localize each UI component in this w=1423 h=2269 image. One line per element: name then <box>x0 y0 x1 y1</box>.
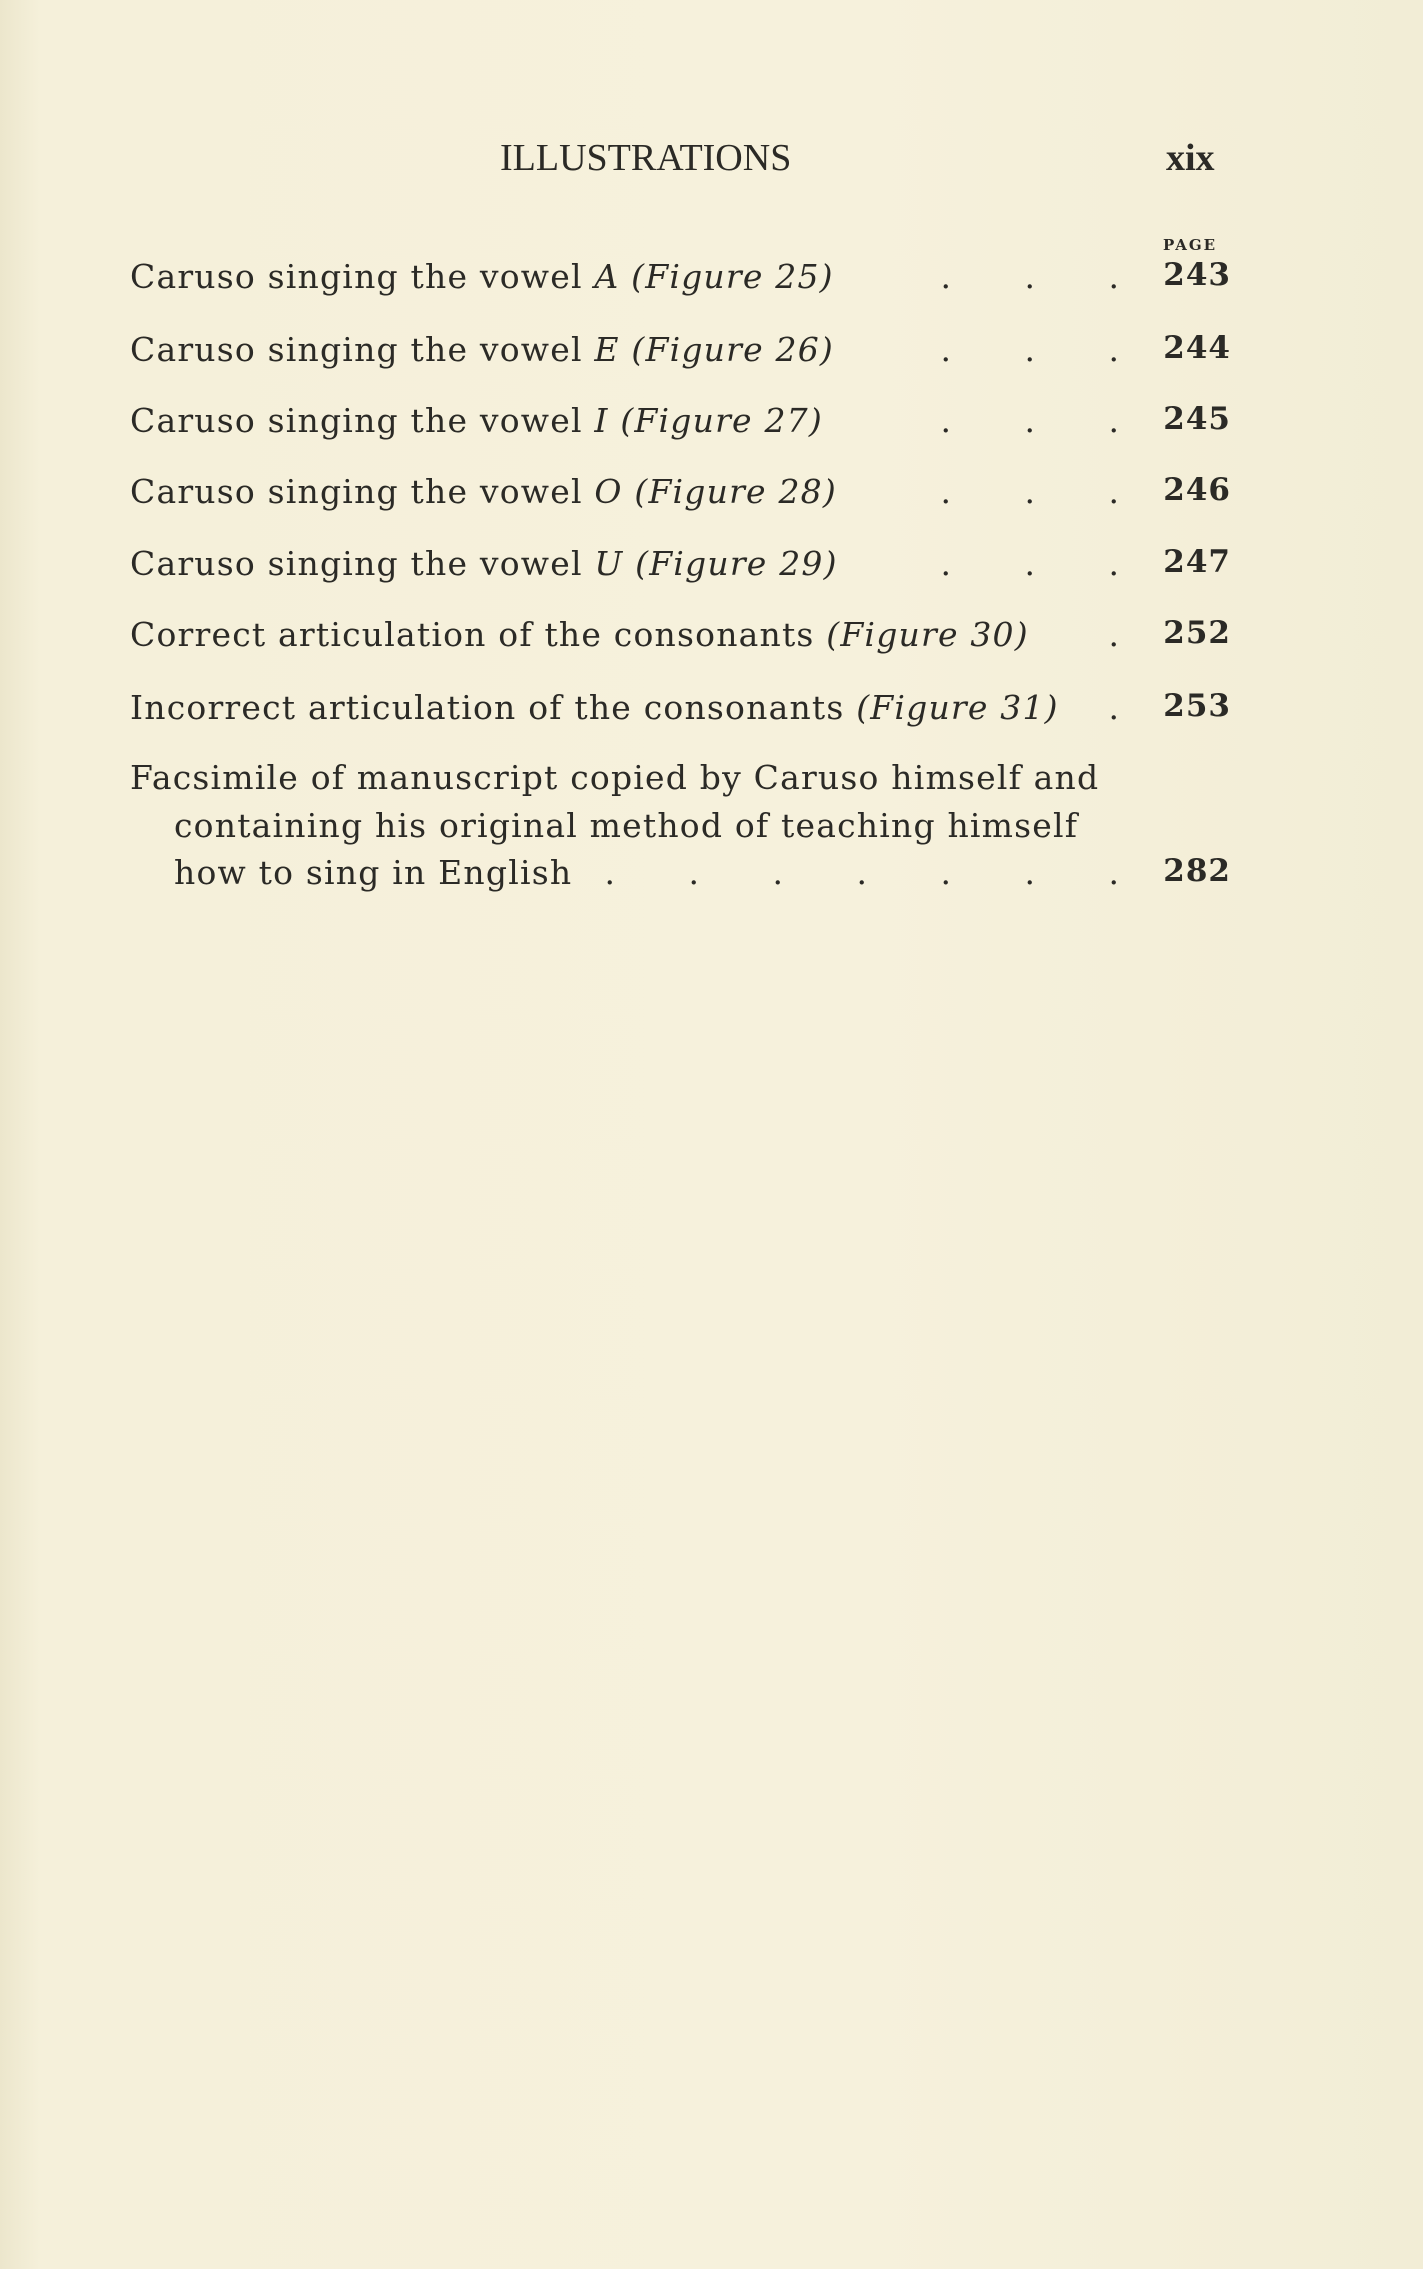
page-number: xix <box>1166 137 1215 179</box>
entry-page: 253 <box>1163 688 1231 724</box>
leader-dots: . . . <box>940 330 1119 369</box>
entry-page: 282 <box>1163 853 1231 889</box>
entry-text: Caruso singing the vowel A (Figure 25) <box>130 257 834 296</box>
entry-text-line2: containing his original method of teaching himself <box>174 806 1079 845</box>
entry-text: Incorrect articulation of the consonants (Figure 31) <box>130 688 1059 727</box>
entry-page: 243 <box>1163 257 1231 293</box>
leader-dots: . . . <box>940 472 1119 511</box>
entry-text: Caruso singing the vowel O (Figure 28) <box>130 472 837 511</box>
entry-page: 244 <box>1163 330 1231 366</box>
list-item <box>130 615 1231 659</box>
entry-page: 245 <box>1163 401 1231 437</box>
list-item <box>130 257 1231 301</box>
leader-dots: . . . <box>940 401 1119 440</box>
leader-dots: . <box>1108 615 1119 654</box>
list-item <box>130 688 1231 732</box>
entry-page: 252 <box>1163 615 1231 651</box>
page-column-label: PAGE <box>1163 236 1218 254</box>
entry-text-line1: Facsimile of manuscript copied by Caruso himself and <box>130 758 1100 797</box>
leader-dots: . . . <box>940 544 1119 583</box>
leader-dots: . . . . . . . <box>604 853 1119 892</box>
list-item <box>130 758 1231 802</box>
page-title: ILLUSTRATIONS <box>500 137 792 179</box>
list-item <box>130 330 1231 374</box>
list-item-last-line <box>174 853 1231 897</box>
list-item <box>130 472 1231 516</box>
list-item <box>130 544 1231 588</box>
entry-text-line3: how to sing in English <box>174 853 573 892</box>
leader-dots: . . . <box>940 257 1119 296</box>
entry-text: Correct articulation of the consonants (Figure 30) <box>130 615 1029 654</box>
entry-text: Caruso singing the vowel I (Figure 27) <box>130 401 823 440</box>
entry-text: Caruso singing the vowel U (Figure 29) <box>130 544 838 583</box>
entry-text: Caruso singing the vowel E (Figure 26) <box>130 330 834 369</box>
leader-dots: . <box>1108 688 1119 727</box>
entry-page: 247 <box>1163 544 1231 580</box>
list-item <box>130 401 1231 445</box>
entry-page: 246 <box>1163 472 1231 508</box>
